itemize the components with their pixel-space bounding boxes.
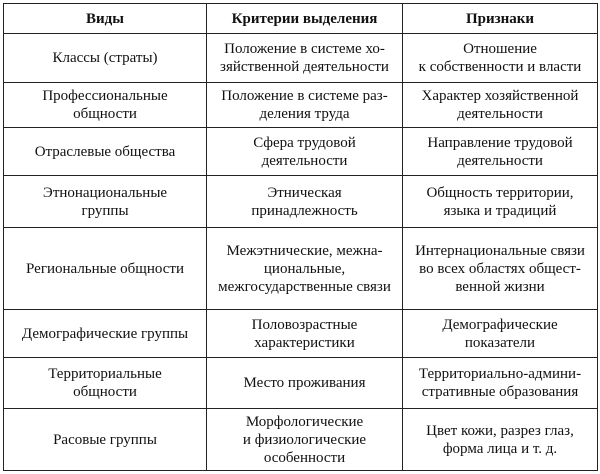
cell-text-line: Территориально-админи-	[418, 366, 582, 382]
cell-text-line: Цвет кожи, разрез глаз,	[426, 422, 574, 439]
table-row	[4, 34, 598, 83]
cell-text-line: деятельности	[261, 152, 348, 169]
features-cell	[403, 409, 598, 471]
cell-text-line: Межэтнические, межна-	[226, 242, 383, 259]
kind-cell	[4, 310, 207, 358]
cell-text-line: Направление трудовой	[427, 134, 573, 151]
header-criteria: Критерии выделения	[207, 4, 403, 34]
features-cell	[403, 34, 598, 83]
cell-text-line: Половозрастные	[251, 316, 358, 333]
criteria-cell	[207, 409, 403, 471]
cell-text-line: языка и традиций	[443, 202, 557, 219]
criteria-cell	[207, 310, 403, 358]
cell-text-line: Демографические	[442, 316, 558, 333]
kind-cell	[4, 34, 207, 83]
cell-text-line: особенности	[263, 449, 346, 466]
cell-text-line: деятельности	[457, 152, 543, 169]
kind-cell	[4, 176, 207, 228]
kind-cell	[4, 409, 207, 471]
table-row	[4, 358, 598, 409]
criteria-cell	[207, 83, 403, 128]
cell-text-line: Классы (страты)	[52, 50, 158, 66]
cell-text-line: Положение в системе раз-	[221, 88, 388, 104]
cell-text-line: общности	[73, 384, 137, 400]
table-row	[4, 409, 598, 471]
features-cell	[403, 176, 598, 228]
community-types-table	[3, 3, 598, 471]
cell-text-line: принадлежность	[251, 202, 358, 219]
table-row	[4, 176, 598, 228]
cell-text-line: циональные,	[263, 260, 346, 277]
cell-text-line: Этническая	[267, 184, 342, 201]
table-row	[4, 310, 598, 358]
features-cell	[403, 358, 598, 409]
header-row	[4, 4, 598, 34]
criteria-cell	[207, 34, 403, 83]
table-body	[4, 34, 598, 471]
criteria-cell	[207, 228, 403, 310]
cell-text-line: Место проживания	[243, 375, 366, 391]
kind-cell	[4, 358, 207, 409]
kind-cell	[4, 128, 207, 176]
cell-text-line: Отраслевые общества	[34, 143, 176, 160]
cell-text-line: Морфологические	[245, 413, 364, 430]
table-row	[4, 83, 598, 128]
header-features: Признаки	[403, 4, 598, 34]
criteria-cell	[207, 176, 403, 228]
cell-text-line: Интернациональные связи	[415, 242, 585, 259]
cell-text-line: форма лица и т. д.	[442, 440, 558, 457]
features-cell	[403, 310, 598, 358]
cell-text-line: Сфера трудовой	[253, 134, 356, 151]
cell-text-line: характеристики	[254, 334, 355, 351]
cell-text-line: Положение в системе хо-	[224, 41, 385, 57]
features-cell	[403, 228, 598, 310]
cell-text-line: Этнонациональные	[42, 184, 168, 201]
cell-text-line: деления труда	[259, 106, 350, 122]
features-cell	[403, 83, 598, 128]
kind-cell	[4, 83, 207, 128]
cell-text-line: Территориальные	[48, 366, 162, 382]
cell-text-line: группы	[81, 202, 129, 219]
cell-text-line: деятельности	[457, 106, 543, 122]
cell-text-line: венной жизни	[455, 278, 545, 295]
cell-text-line: показатели	[464, 334, 536, 351]
cell-text-line: межгосударственные связи	[218, 278, 391, 295]
kind-cell	[4, 228, 207, 310]
cell-text-line: во всех областях общест-	[419, 260, 581, 277]
cell-text-line: стративные образования	[421, 384, 579, 400]
criteria-cell	[207, 128, 403, 176]
cell-text-line: Общность территории,	[426, 184, 574, 201]
cell-text-line: Отношение	[463, 41, 537, 57]
cell-text-line: общности	[73, 106, 137, 122]
cell-text-line: Демографические группы	[21, 325, 189, 342]
cell-text-line: зяйственной деятельности	[220, 59, 389, 75]
header-kind: Виды	[4, 4, 207, 34]
cell-text-line: Характер хозяйственной	[421, 88, 579, 104]
features-cell	[403, 128, 598, 176]
cell-text-line: и физиологические	[242, 431, 367, 448]
document-page	[3, 3, 597, 471]
cell-text-line: Расовые группы	[53, 431, 157, 448]
criteria-cell	[207, 358, 403, 409]
cell-text-line: к собственности и власти	[418, 59, 582, 75]
table-row	[4, 228, 598, 310]
cell-text-line: Профессиональные	[42, 88, 168, 104]
cell-text-line: Региональные общности	[26, 260, 184, 277]
table-row	[4, 128, 598, 176]
